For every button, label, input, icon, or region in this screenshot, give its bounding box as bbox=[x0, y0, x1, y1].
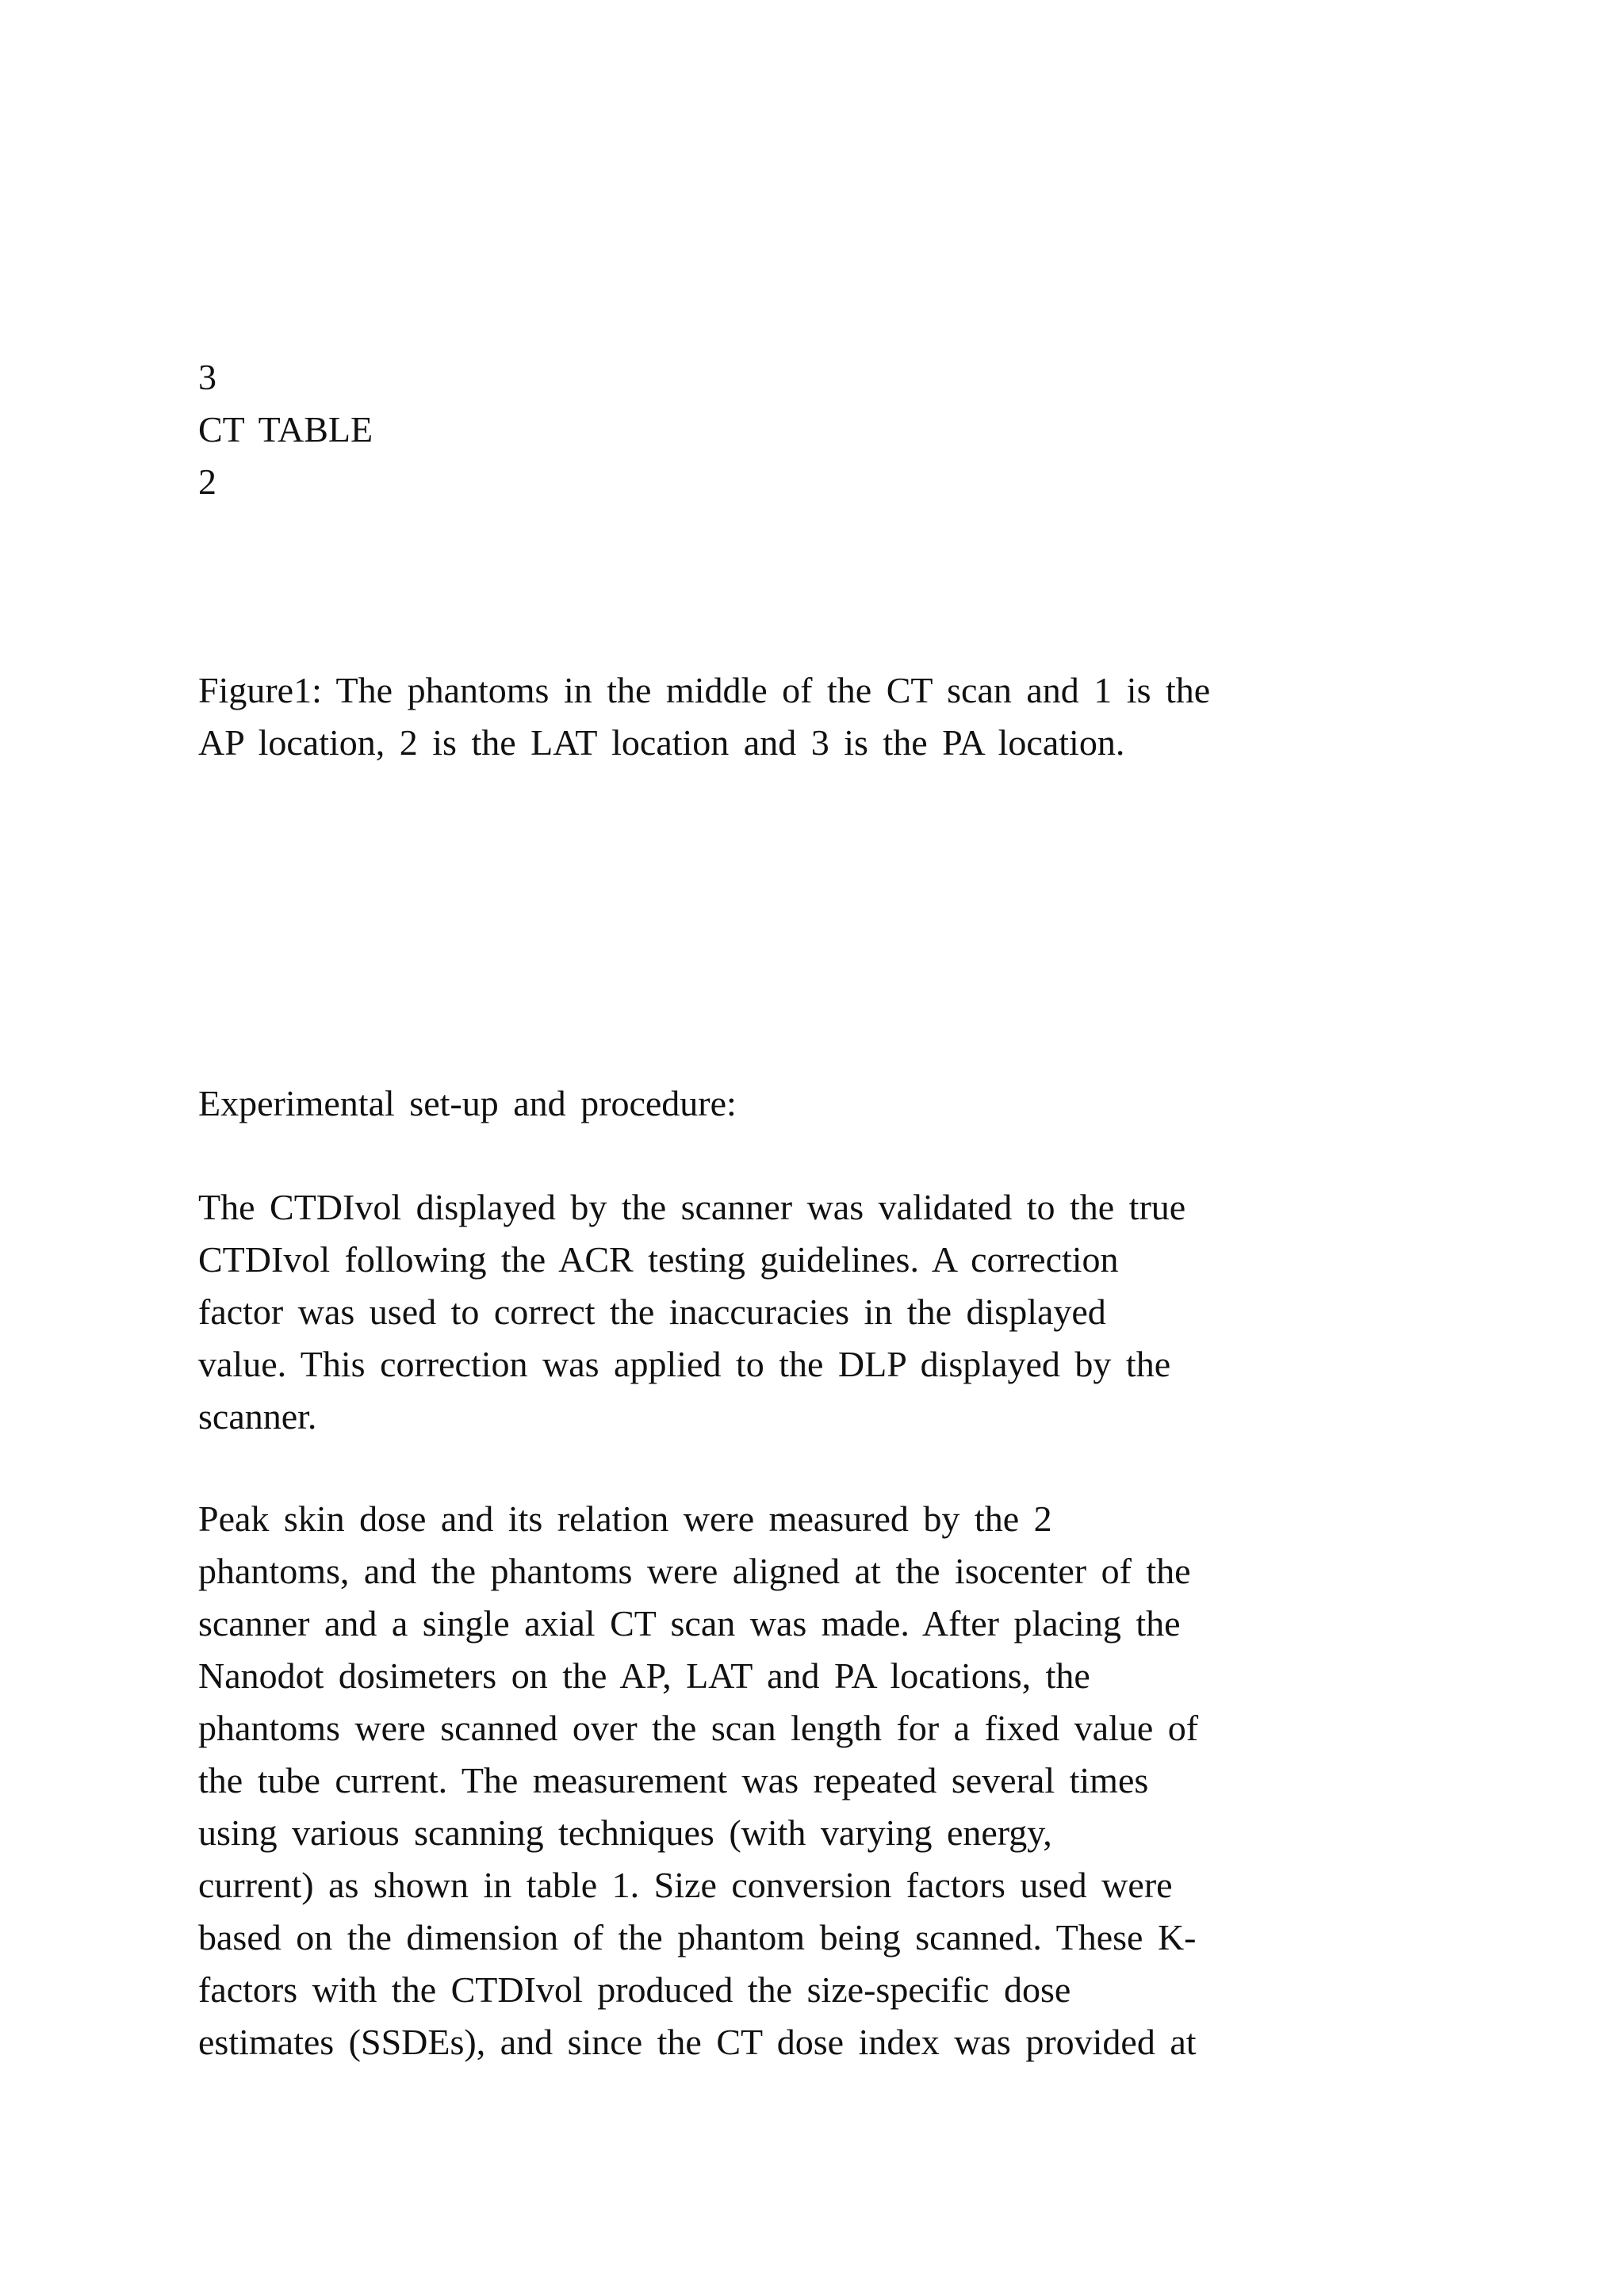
paragraph-line: The CTDIvol displayed by the scanner was validated to the true bbox=[198, 1187, 1186, 1227]
section-heading-text: Experimental set-up and procedure: bbox=[198, 1083, 737, 1123]
paragraph-line: Nanodot dosimeters on the AP, LAT and PA locations, the bbox=[198, 1655, 1090, 1696]
paragraph-line: the tube current. The measurement was repeated several times bbox=[198, 1760, 1149, 1800]
paragraph-line: Peak skin dose and its relation were measured by the 2 bbox=[198, 1498, 1052, 1539]
paragraph-line: factors with the CTDIvol produced the size-specific dose bbox=[198, 1969, 1071, 2010]
paragraph-peak-skin-dose bbox=[198, 1493, 1435, 2068]
figure-caption bbox=[198, 664, 1435, 769]
paragraph-line: based on the dimension of the phantom being scanned. These K- bbox=[198, 1917, 1197, 1957]
paragraph-line: estimates (SSDEs), and since the CT dose index was provided at bbox=[198, 2022, 1197, 2062]
paragraph-line: value. This correction was applied to the DLP displayed by the bbox=[198, 1344, 1171, 1384]
paragraph-line: scanner and a single axial CT scan was made. After placing the bbox=[198, 1603, 1181, 1644]
section-heading bbox=[198, 1077, 1435, 1130]
paragraph-line: phantoms, and the phantoms were aligned at the isocenter of the bbox=[198, 1551, 1191, 1591]
paragraph-line: phantoms were scanned over the scan length for a fixed value of bbox=[198, 1708, 1199, 1748]
paragraph-ctdivol-validation bbox=[198, 1181, 1435, 1443]
paragraph-line: using various scanning techniques (with varying energy, bbox=[198, 1812, 1052, 1853]
paragraph-line: CTDIvol following the ACR testing guidelines. A correction bbox=[198, 1239, 1119, 1280]
paragraph-line: scanner. bbox=[198, 1396, 317, 1437]
figure-label-ct-table: CT TABLE bbox=[198, 409, 373, 450]
paragraph-line: current) as shown in table 1. Size conversion factors used were bbox=[198, 1865, 1173, 1905]
paragraph-line: factor was used to correct the inaccuracies in the displayed bbox=[198, 1292, 1106, 1332]
figure-labels bbox=[198, 351, 1435, 508]
figure-label-2: 2 bbox=[198, 461, 216, 502]
caption-line: AP location, 2 is the LAT location and 3 is the PA location. bbox=[198, 722, 1125, 763]
figure-label-3: 3 bbox=[198, 357, 216, 397]
caption-line: Figure1: The phantoms in the middle of the CT scan and 1 is the bbox=[198, 670, 1211, 710]
